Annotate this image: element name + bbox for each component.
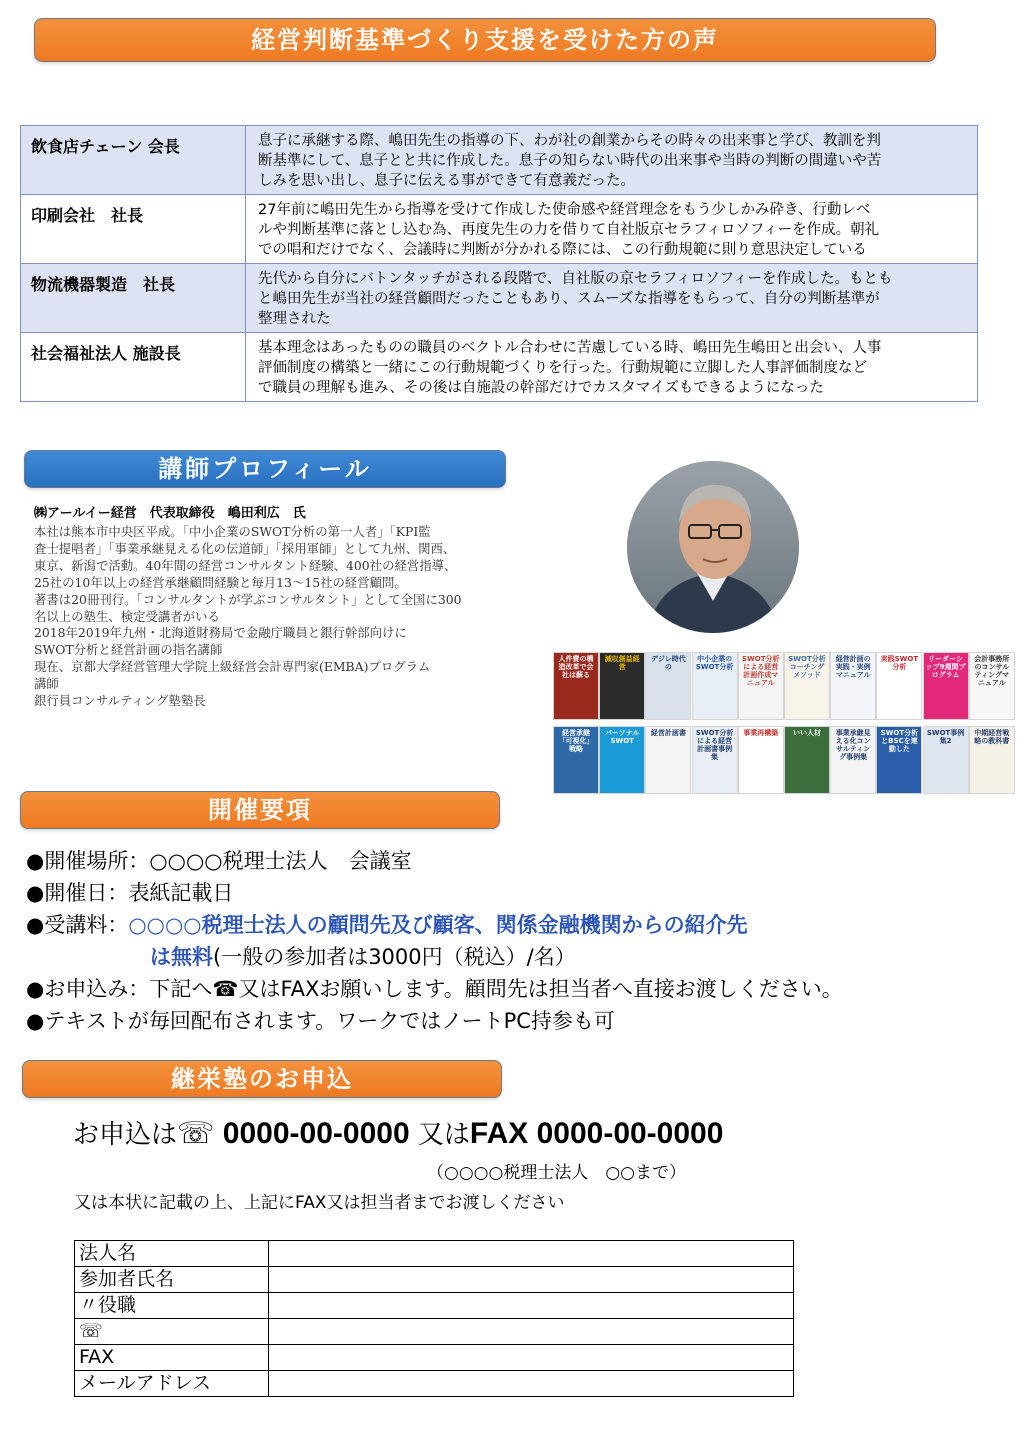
testimonial-row	[21, 126, 978, 195]
testimonial-text	[246, 126, 978, 195]
book-cover: 減収創益経営	[599, 652, 645, 720]
profile-title: 講師プロフィール	[158, 455, 372, 483]
testimonial-line: 評価制度の構築と一緒にこの行動規範づくりを行った。行動規範に立脚した人事評価制度など	[258, 360, 867, 376]
bio-line: 講師	[34, 676, 59, 692]
testimonials-table	[20, 125, 978, 402]
bio-line: 25社の10年以上の経営承継顧問経験と毎月13～15社の経営顧問。	[34, 574, 407, 590]
instructor-bio	[34, 524, 554, 710]
book-cover: SWOT分析による経営計画作成マニュアル	[738, 652, 784, 720]
form-input-cell[interactable]	[269, 1293, 794, 1319]
apply-instruction: 又は本状に記載の上、上記にFAX又は担当者までお渡しください	[74, 1193, 565, 1213]
form-label: 〃役職	[75, 1293, 269, 1319]
fax-number[interactable]: FAX 0000-00-0000	[469, 1117, 724, 1150]
apply-prefix: お申込は	[73, 1120, 178, 1150]
bio-line: 銀行員コンサルティング塾塾長	[34, 693, 206, 709]
testimonial-role: 社会福祉法人 施設長	[21, 333, 246, 402]
book-cover: パーソナルSWOT	[599, 726, 645, 794]
testimonial-line: で職員の理解も進み、その後は自施設の幹部だけでカスタマイズもできるようになった	[258, 380, 824, 396]
form-label: 法人名	[75, 1241, 269, 1267]
testimonial-line: 先代から自分にバトンタッチがされる段階で、自社版の京セラフィロソフィーを作成した。もとも	[258, 271, 893, 287]
testimonial-line: 断基準にして、息子とと共に作成した。息子の知らない時代の出来事や当時の判断の間違いや苦	[258, 153, 882, 169]
apply-banner	[22, 1060, 502, 1098]
book-cover: 中期経営戦略の教科書	[969, 726, 1015, 794]
venue-line: ●開催場所：○○○○税理士法人 会議室	[26, 849, 412, 873]
details-banner	[20, 791, 500, 829]
form-label: 参加者氏名	[75, 1267, 269, 1293]
testimonial-line: 息子に承継する際、嶋田先生の指導の下、わが社の創業からその時々の出来事と学び、教訓を判	[258, 133, 881, 149]
fee-general: (一般の参加者は3000円（税込）/名）	[213, 945, 576, 969]
book-cover: 人件費の構造改革で会社は蘇る	[553, 652, 599, 720]
bio-line: 東京、新潟で活動。40年間の経営コンサルタント経験、400社の経営指導、	[34, 557, 457, 573]
testimonial-line: ルや判断基準に落とし込む為、再度先生の力を借りて自社版京セラフィロソフィーを作成。朝礼	[258, 222, 880, 238]
testimonial-line: 整理された	[258, 311, 331, 327]
instructor-photo	[627, 461, 799, 633]
event-details	[26, 845, 1006, 1037]
form-input-cell[interactable]	[269, 1267, 794, 1293]
form-row	[75, 1319, 794, 1345]
fee-line	[26, 909, 1006, 941]
form-label: ☏	[75, 1319, 269, 1345]
fee-label: ●受講料：	[26, 913, 129, 937]
book-covers	[553, 648, 1013, 798]
book-cover: 事業再構築	[738, 726, 784, 794]
testimonial-text	[246, 195, 978, 264]
phone-icon: ☏	[177, 1116, 215, 1151]
form-row	[75, 1267, 794, 1293]
apply-method-label: ●お申込み：下記へ	[26, 977, 213, 1001]
phone-icon: ☎	[212, 977, 239, 1001]
testimonial-line: 基本理念はあったものの職員のベクトル合わせに苦慮している時、嶋田先生嶋田と出会い、人事	[258, 340, 882, 356]
form-row	[75, 1241, 794, 1267]
testimonial-line: しみを思い出し、息子に伝える事ができて有意義だった。	[258, 173, 635, 189]
form-row	[75, 1371, 794, 1397]
bio-line: SWOT分析と経営計画の指名講師	[34, 642, 223, 658]
header-banner	[34, 18, 936, 62]
apply-or: 又は	[417, 1120, 470, 1150]
book-cover: 事業承継見える化コンサルティング事例集	[830, 726, 876, 794]
fee-line-2	[26, 941, 1006, 973]
testimonial-line: と嶋田先生が当社の経営顧問だったこともあり、スムーズな指導をもらって、自分の判断基準が	[258, 291, 880, 307]
page-title: 経営判断基準づくり支援を受けた方の声	[251, 26, 719, 54]
testimonial-role: 飲食店チェーン 会長	[21, 126, 246, 195]
testimonial-row	[21, 195, 978, 264]
bio-line: 名以上の塾生、検定受講者がいる	[34, 608, 220, 624]
bio-line: 査士提唱者」「事業承継見える化の伝道師」「採用軍師」として九州、関西、	[34, 540, 456, 556]
book-cover: 経営承継「可視化」戦略	[553, 726, 599, 794]
bio-line: 本社は熊本市中央区平成。「中小企業のSWOT分析の第一人者」「KPI監	[34, 524, 431, 539]
testimonial-line: 27年前に嶋田先生から指導を受けて作成した使命感や経営理念をもう少しかみ砕き、行動レベ	[258, 202, 871, 218]
apply-method-line	[26, 973, 1006, 1005]
form-input-cell[interactable]	[269, 1345, 794, 1371]
fee-free: は無料	[150, 945, 213, 969]
book-cover: 経営計画書	[645, 726, 691, 794]
date-line: ●開催日：表紙記載日	[26, 881, 234, 905]
profile-banner	[24, 450, 506, 488]
bio-line: 現在、京都大学経営管理大学院上級経営会計専門家(EMBA)プログラム	[34, 659, 431, 675]
book-cover: SWOT事例集2	[923, 726, 969, 794]
testimonial-row	[21, 333, 978, 402]
testimonial-row	[21, 264, 978, 333]
book-cover: 経営計画の実践・実例マニュアル	[830, 652, 876, 720]
bio-line: 2018年2019年九州・北海道財務局で金融庁職員と銀行幹部向けに	[34, 625, 407, 641]
form-row	[75, 1345, 794, 1371]
testimonial-text	[246, 264, 978, 333]
book-cover: デジレ時代の	[645, 652, 691, 720]
apply-contact-note: （○○○○税理士法人 ○○まで）	[427, 1163, 687, 1183]
bio-line: 著書は20冊刊行。「コンサルタントが学ぶコンサルタント」として全国に300	[34, 591, 462, 607]
portrait-image	[627, 461, 799, 633]
book-cover: SWOT分析コーチングメソッド	[784, 652, 830, 720]
fee-highlight: ○○○○税理士法人の顧問先及び顧客、関係金融機関からの紹介先	[128, 913, 748, 937]
book-cover: 中小企業のSWOT分析	[692, 652, 738, 720]
testimonial-role: 物流機器製造 社長	[21, 264, 246, 333]
book-cover: SWOT分析とBSCを連動した	[876, 726, 922, 794]
form-input-cell[interactable]	[269, 1319, 794, 1345]
book-cover: SWOT分析による経営計画書事例集	[692, 726, 738, 794]
apply-contact-line	[73, 1114, 723, 1155]
testimonial-text	[246, 333, 978, 402]
testimonial-role: 印刷会社 社長	[21, 195, 246, 264]
apply-method-text: 又はFAXお願いします。顧問先は担当者へ直接お渡しください。	[238, 977, 843, 1001]
form-label: メールアドレス	[75, 1371, 269, 1397]
form-row	[75, 1293, 794, 1319]
book-cover: 実践SWOT分析	[876, 652, 922, 720]
testimonial-line: での唱和だけでなく、会議時に判断が分かれる際には、この行動規範に則り意思決定している	[258, 242, 867, 258]
form-label: FAX	[75, 1345, 269, 1371]
phone-number[interactable]: 0000-00-0000	[222, 1117, 410, 1150]
application-form	[74, 1240, 794, 1397]
form-input-cell[interactable]	[269, 1371, 794, 1397]
form-input-cell[interactable]	[269, 1241, 794, 1267]
book-cover: リーダーシップ9週間プログラム	[923, 652, 969, 720]
book-cover: いい人材	[784, 726, 830, 794]
book-cover: 会計事務所のコンサルティングマニュアル	[969, 652, 1015, 720]
details-title: 開催要項	[208, 796, 312, 824]
text-note-line: ●テキストが毎回配布されます。ワークではノートPC持参も可	[26, 1009, 615, 1033]
apply-title: 継栄塾のお申込	[171, 1065, 353, 1093]
instructor-name: ㈱アールイー経営 代表取締役 嶋田利広 氏	[34, 506, 306, 521]
